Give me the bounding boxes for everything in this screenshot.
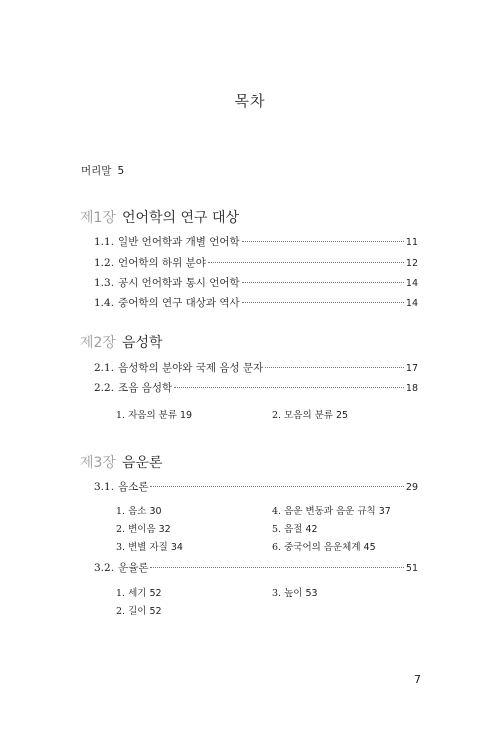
dot-leader <box>242 302 404 303</box>
toc-subentry[interactable] <box>116 407 192 421</box>
subentry-label: 3. 변별 자질 <box>116 542 168 553</box>
page-number: 7 <box>414 673 421 686</box>
toc-subentry[interactable] <box>116 503 162 517</box>
dot-leader <box>208 262 404 263</box>
section-label: 음소론 <box>118 481 149 493</box>
toc-entry-3-1[interactable] <box>94 480 418 495</box>
section-label: 언어학의 하위 분야 <box>118 257 206 269</box>
chapter-1-heading[interactable] <box>80 207 239 227</box>
subentry-label: 3. 높이 <box>272 588 303 599</box>
section-page: 14 <box>405 278 418 289</box>
toc-subentry[interactable] <box>272 539 376 553</box>
dot-leader <box>174 387 404 388</box>
subentry-label: 4. 음운 변동과 음운 규칙 <box>272 506 376 517</box>
section-index: 1.1. <box>94 236 115 248</box>
chapter-3-heading[interactable] <box>80 452 163 472</box>
toc-subentry[interactable] <box>272 585 318 599</box>
dot-leader <box>265 367 404 368</box>
section-label: 중어학의 연구 대상과 역사 <box>118 297 240 309</box>
section-page: 18 <box>405 383 418 394</box>
section-label: 일반 언어학과 개별 언어학 <box>118 236 240 248</box>
toc-subentry[interactable] <box>116 539 183 553</box>
section-page: 51 <box>405 563 418 574</box>
section-label: 공시 언어학과 통시 언어학 <box>118 277 240 289</box>
section-index: 3.1. <box>94 481 115 493</box>
toc-entry-1-1[interactable] <box>94 235 418 250</box>
section-index: 1.4. <box>94 297 115 309</box>
chapter-number: 제1장 <box>80 210 116 226</box>
preface-label: 머리말 <box>81 165 112 177</box>
subentry-label: 1. 자음의 분류 <box>116 410 177 421</box>
chapter-title: 음운론 <box>121 455 163 471</box>
subentry-page: 32 <box>158 524 171 535</box>
toc-subentry[interactable] <box>272 407 348 421</box>
chapter-title: 음성학 <box>121 335 163 351</box>
chapter-number: 제3장 <box>80 455 116 471</box>
section-index: 2.2. <box>94 382 115 394</box>
preface-page: 5 <box>117 165 125 177</box>
subentry-page: 34 <box>170 542 183 553</box>
toc-subentry[interactable] <box>116 603 162 617</box>
subentry-page: 30 <box>149 506 162 517</box>
section-index: 1.2. <box>94 257 115 269</box>
subentry-page: 45 <box>363 542 376 553</box>
toc-subentry[interactable] <box>272 503 391 517</box>
section-index: 2.1. <box>94 362 115 374</box>
subentry-page: 25 <box>336 410 349 421</box>
page-title: 목차 <box>234 92 266 110</box>
section-index: 1.3. <box>94 277 115 289</box>
subentry-page: 19 <box>180 410 193 421</box>
subentry-page: 52 <box>149 588 162 599</box>
toc-entry-3-2[interactable] <box>94 561 418 576</box>
section-label: 운율론 <box>118 562 149 574</box>
section-page: 17 <box>405 363 418 374</box>
dot-leader <box>242 241 404 242</box>
section-label: 음성학의 분야와 국제 음성 문자 <box>118 362 264 374</box>
subentry-label: 1. 음소 <box>116 506 147 517</box>
subentry-page: 37 <box>378 506 391 517</box>
subentry-page: 42 <box>305 524 318 535</box>
toc-entry-1-4[interactable] <box>94 296 418 311</box>
toc-entry-2-2[interactable] <box>94 381 418 396</box>
toc-subentry[interactable] <box>116 585 162 599</box>
toc-entry-1-2[interactable] <box>94 256 418 271</box>
subentry-label: 2. 길이 <box>116 606 147 617</box>
dot-leader <box>150 486 403 487</box>
chapter-number: 제2장 <box>80 335 116 351</box>
section-page: 11 <box>405 237 418 248</box>
subentry-label: 2. 변이음 <box>116 524 156 535</box>
chapter-2-heading[interactable] <box>80 332 163 352</box>
section-index: 3.2. <box>94 562 115 574</box>
subentry-label: 5. 음절 <box>272 524 303 535</box>
subentry-page: 52 <box>149 606 162 617</box>
section-page: 12 <box>405 258 418 269</box>
dot-leader <box>242 282 404 283</box>
dot-leader <box>150 567 403 568</box>
section-page: 14 <box>405 298 418 309</box>
toc-entry-1-3[interactable] <box>94 276 418 291</box>
subentry-page: 53 <box>305 588 318 599</box>
subentry-label: 1. 세기 <box>116 588 147 599</box>
chapter-title: 언어학의 연구 대상 <box>121 210 240 226</box>
toc-subentry[interactable] <box>272 521 318 535</box>
toc-subentry[interactable] <box>116 521 171 535</box>
toc-entry-preface[interactable] <box>81 163 124 178</box>
subentry-label: 6. 중국어의 음운체계 <box>272 542 361 553</box>
section-label: 조음 음성학 <box>118 382 173 394</box>
toc-entry-2-1[interactable] <box>94 361 418 376</box>
subentry-label: 2. 모음의 분류 <box>272 410 333 421</box>
section-page: 29 <box>405 482 418 493</box>
